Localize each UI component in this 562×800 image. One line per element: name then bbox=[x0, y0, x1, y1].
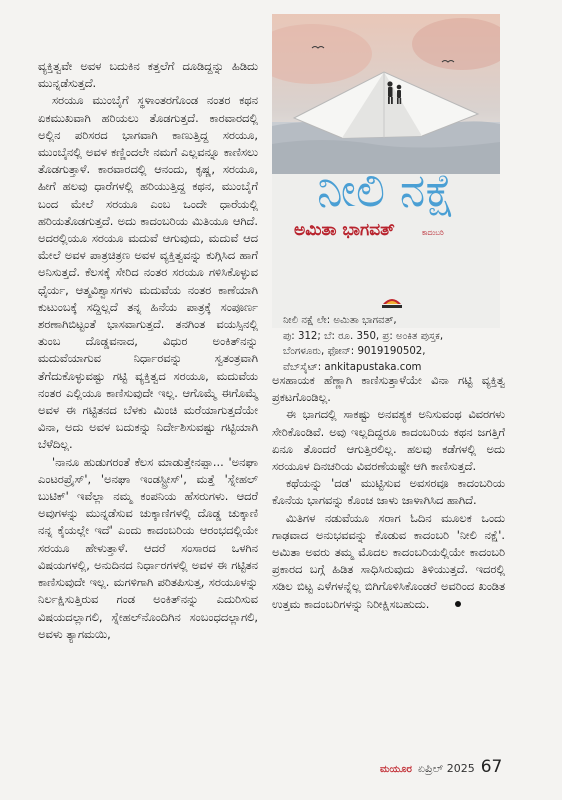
caption-line: ಬೆಂಗಳೂರು, ಫೋನ್: 9019190502, bbox=[283, 346, 426, 357]
magazine-logo: ಮಯೂರ bbox=[380, 764, 412, 775]
paragraph: ಈ ಭಾಗದಲ್ಲಿ ಸಾಕಷ್ಟು ಅನವಶ್ಯಕ ಅನಿಸುವಂಥ ವಿವರಗಳು ಸೇರಿಕೊಂಡಿವೆ. ಅವು ಇಲ್ಲದಿದ್ದರೂ ಕಾದಂಬರಿಯ ಕಥನ ಜಗತ್ತಿಗೆ ಏನೂ ತೊಂದರೆ ಆಗುತ್ತಿರಲಿಲ್ಲ. ಹಲವು ಕಡೆಗಳಲ್ಲಿ ಅದು ಸರಯೂಳ ದಿನಚರಿಯ ವಿವರಣೆಯಷ್ಟೇ ಆಗಿ ಕಾಣಿಸುತ್ತದೆ. bbox=[272, 407, 505, 474]
book-cover bbox=[272, 14, 500, 328]
page-number: 67 bbox=[480, 757, 503, 777]
caption-line: ಪು: 312; ಬೆ: ರೂ. 350, ಪ್ರ: ಅಂಕಿತ ಪುಸ್ತಕ, bbox=[283, 330, 444, 342]
cover-author: ಅಮಿತಾ ಭಾಗವತ್ bbox=[294, 220, 395, 240]
paragraph: ವ್ಯಕ್ತಿತ್ವವೇ ಅವಳ ಬದುಕಿನ ಕತ್ತಲೆಗೆ ದೂಡಿದ್ದನ್ನು ಹಿಡಿದು ಮುನ್ನಡೆಸುತ್ತದೆ. bbox=[38, 59, 258, 91]
end-bullet-icon bbox=[455, 601, 461, 607]
right-text-column bbox=[272, 372, 505, 613]
caption-line: ವೆಬ್‌ಸೈಟ್: ankitapustaka.com bbox=[283, 361, 422, 373]
cover-title: ನೀಲಿ ನಕ್ಷೆ bbox=[317, 163, 455, 217]
issue-date: ಏಪ್ರಿಲ್ 2025 bbox=[417, 762, 475, 775]
paragraph: ಅಸಹಾಯಕ ಹೆಣ್ಣಾಗಿ ಕಾಣಿಸುತ್ತಾಳೆಯೇ ವಿನಾ ಗಟ್ಟಿ ವ್ಯಕ್ತಿತ್ವ ಪ್ರಕಟಗೊಂಡಿಲ್ಲ. bbox=[272, 373, 505, 405]
cover-genre: ಕಾದಂಬರಿ bbox=[422, 229, 444, 237]
publisher-logo-icon bbox=[379, 294, 405, 310]
paragraph bbox=[272, 510, 505, 613]
page-footer bbox=[380, 757, 502, 777]
paragraph: 'ನಾನೂ ಹುಡುಗರಂತೆ ಕೆಲಸ ಮಾಡುತ್ತೇನಪ್ಪಾ... 'ಅನಘಾ ಎಂಟರಪ್ರೈಸ್', 'ಅನಘಾ ಇಂಡಸ್ಟ್ರೀಸ್', ಮತ್ತೆ 'ಸ್ನೇಹಲ್ ಬುಟಿಕ್' ಇವೆಲ್ಲಾ ನಮ್ಮ ಕಂಪನಿಯ ಹೆಸರುಗಳು. ಆದರೆ ಅವುಗಳನ್ನು ಮುನ್ನಡೆಸುವ ಚುಕ್ಕಾಣಿಗಳಲ್ಲಿ ದೊಡ್ಡ ಚುಕ್ಕಾಣಿ ನನ್ನ ಕೈಯಲ್ಲೇ ಇದೆ' ಎಂದು ಕಾದಂಬರಿಯ ಆರಂಭದಲ್ಲಿಯೇ ಸರಯೂ ಹೇಳುತ್ತಾಳೆ. ಆದರೆ ಸಂಸಾರದ ಒಳಗಿನ ವಿಷಯಗಳಲ್ಲಿ, ಅನುದಿನದ ನಿರ್ಧಾರಗಳಲ್ಲಿ ಅವಳ ಈ ಗಟ್ಟಿತನ ಕಾಣಿಸುವುದೇ ಇಲ್ಲ. ಮಗಳಿಗಾಗಿ ಪರಿತಪಿಸುತ್ತ, ಸರಯೂಳನ್ನು ನಿರ್ಲಕ್ಷಿಸುತ್ತಿರುವ ಗಂಡ ಅಂಕಿತ್‌ನನ್ನು ಎದುರಿಸುವ ವಿಷಯದಲ್ಲಾಗಲಿ, ಸ್ನೇಹಲ್‌ನೊಂದಿಗಿನ ಸಂಬಂಧದಲ್ಲಾಗಲಿ, ಅವಳು ತ್ಯಾಗಮಯಿ, bbox=[38, 454, 258, 641]
cover-illustration bbox=[272, 14, 500, 174]
caption-line: ನೀಲಿ ನಕ್ಷೆ ಲೇ: ಅಮಿತಾ ಭಾಗವತ್, bbox=[283, 315, 397, 326]
paragraph: ಸರಯೂ ಮುಂಬೈಗೆ ಸ್ಥಳಾಂತರಗೊಂಡ ನಂತರ ಕಥನ ಏಕಮುಖವಾಗಿ ಹರಿಯಲು ತೊಡಗುತ್ತದೆ. ಕಾರವಾರದಲ್ಲಿ ಅಲ್ಲಿನ ಪರಿಸರದ ಭಾಗವಾಗಿ ಕಾಣುತ್ತಿದ್ದ ಸರಯೂ, ಮುಂಬೈನಲ್ಲಿ ಅವಳ ಕಣ್ಣಿಂದಲೇ ನಮಗೆ ಎಲ್ಲವನ್ನೂ ಕಾಣಿಸಲು ತೊಡಗುತ್ತಾಳೆ. ಕಾರವಾರದಲ್ಲಿ ಆನಂದು, ಕೃಷ್ಣ, ಸರಯೂ, ಹೀಗೆ ಹಲವು ಧಾರೆಗಳಲ್ಲಿ ಹರಿಯುತ್ತಿದ್ದ ಕಥನ, ಮುಂಬೈಗೆ ಬಂದ ಮೇಲೆ ಸರಯೂ ಎಂಬ ಒಂದೇ ಧಾರೆಯಲ್ಲಿ ಹರಿಯತೊಡಗುತ್ತದೆ. ಅದು ಕಾದಂಬರಿಯ ಮಿತಿಯೂ ಆಗಿದೆ. ಅದರಲ್ಲಿಯೂ ಸರಯೂ ಮದುವೆ ಆಗುವುದು, ಮದುವೆ ಆದ ಮೇಲೆ ಅವಳ ಪಾತ್ರಚಿತ್ರಣ ಅವಳ ವ್ಯಕ್ತಿತ್ವವನ್ನು ಕುಗ್ಗಿಸಿದ ಹಾಗೆ ಅನಿಸುತ್ತದೆ. ಕೆಲಸಕ್ಕೆ ಸೇರಿದ ನಂತರ ಸರಯೂ ಗಳಿಸಿಕೊಳ್ಳುವ ಧೈರ್ಯ, ಆತ್ಮವಿಶ್ವಾಸಗಳು ಮದುವೆಯ ನಂತರ ಕಾಣೆಯಾಗಿ ಕುಟುಂಬಕ್ಕೆ ಸದ್ದಿಲ್ಲದೆ ತನ್ನ ಹಿನೆಯ ಪಾತ್ರಕ್ಕೆ ಸಂಪೂರ್ಣ ಶರಣಾಗಿಬಿಟ್ಟಂತೆ ಭಾಸವಾಗುತ್ತದೆ. ತನಗಿಂತ ವಯಸ್ಸಿನಲ್ಲಿ ತುಂಬ ದೊಡ್ಡವನಾದ, ವಿಧುರ ಅಂಕಿತ್‌ನನ್ನು ಮದುವೆಯಾಗುವ ನಿರ್ಧಾರವನ್ನು ಸ್ವತಂತ್ರವಾಗಿ ತೆಗೆದುಕೊಳ್ಳುವಷ್ಟು ಗಟ್ಟಿ ವ್ಯಕ್ತಿತ್ವದ ಸರಯೂ, ಮದುವೆಯ ನಂತರ ಎಲ್ಲಿಯೂ ಕಾಣಿಸುವುದೇ ಇಲ್ಲ. ಆಗೊಮ್ಮೆ ಈಗೊಮ್ಮೆ ಅವಳ ಈ ಗಟ್ಟಿತನದ ಬೆಳಕು ಮಿಂಚಿ ಮರೆಯಾಗುತ್ತದೆಯೇ ವಿನಾ, ಅದು ಅವಳ ಬದುಕನ್ನು ನಿರ್ದೇಶಿಸುವಷ್ಟು ಗಟ್ಟಿಯಾಗಿ ಬೆಳೆದಿಲ್ಲ. bbox=[38, 93, 258, 452]
left-text-column bbox=[38, 58, 258, 643]
paragraph: ಕಥೆಯನ್ನು 'ದಡ' ಮುಟ್ಟಿಸುವ ಅವಸರವೂ ಕಾದಂಬರಿಯ ಕೊನೆಯ ಭಾಗವನ್ನು ಕೊಂಚ ಜಾಳು ಜಾಳಾಗಿಸಿದ ಹಾಗಿದೆ. bbox=[272, 476, 505, 508]
paragraph-text: ಮಿತಿಗಳ ನಡುವೆಯೂ ಸರಾಗ ಓದಿನ ಮೂಲಕ ಒಂದು ಗಾಢವಾದ ಅನುಭವವನ್ನು ಕೊಡುವ ಕಾದಂಬರಿ 'ನೀಲಿ ನಕ್ಷೆ'. ಅಮಿತಾ ಅವರು ತಮ್ಮ ಮೊದಲ ಕಾದಂಬರಿಯಲ್ಲಿಯೇ ಕಾದಂಬರಿ ಪ್ರಕಾರದ ಬಗ್ಗೆ ಹಿಡಿತ ಸಾಧಿಸಿರುವುದು ತಿಳಿಯುತ್ತದೆ. ಇದರಲ್ಲಿ ಸಡಿಲ ಬಿಟ್ಟ ಎಳೆಗಳನ್ನೆಲ್ಲ ಬಿಗಿಗೊಳಿಸಿಕೊಂಡರೆ ಅವರಿಂದ ಖಂಡಿತ ಉತ್ತಮ ಕಾದಂಬರಿಗಳನ್ನು ನಿರೀಕ್ಷಿಸಬಹುದು. bbox=[272, 510, 505, 611]
book-details-caption bbox=[283, 313, 513, 375]
